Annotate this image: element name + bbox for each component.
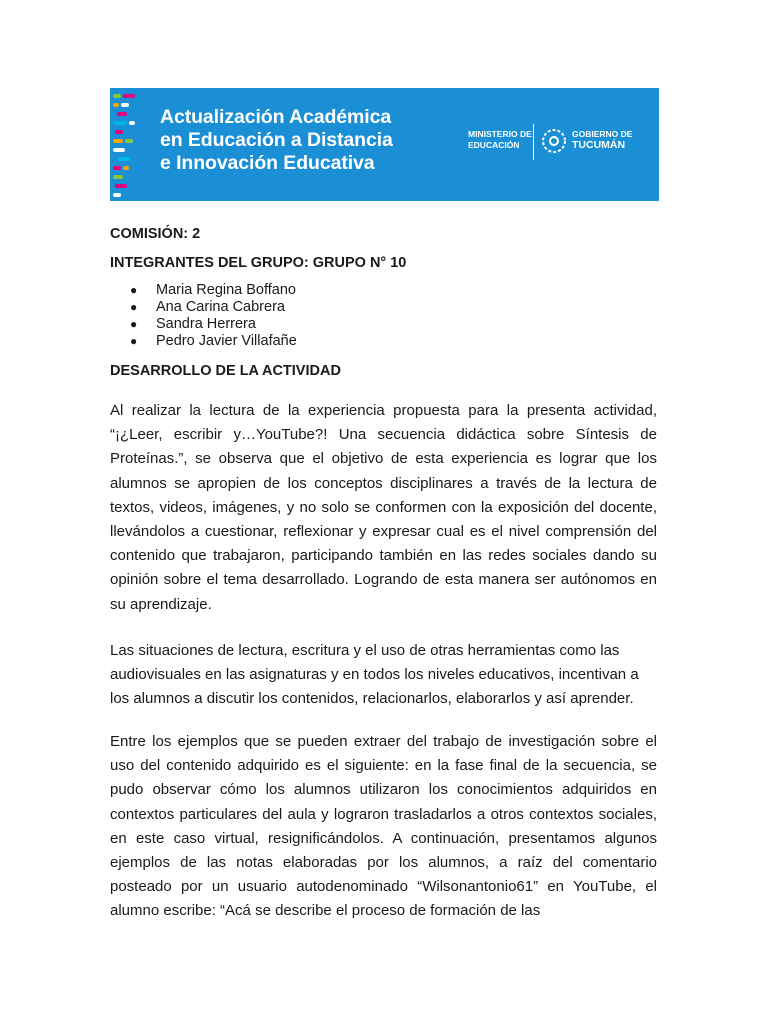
- group-heading: INTEGRANTES DEL GRUPO: GRUPO N° 10: [110, 255, 407, 271]
- bullet-icon: ●: [130, 317, 138, 331]
- banner-title-line: e Innovación Educativa: [160, 152, 375, 174]
- government-logo-text: [572, 129, 632, 150]
- member-name: Ana Carina Cabrera: [156, 299, 285, 315]
- bullet-icon: ●: [130, 283, 138, 297]
- gov-line: GOBIERNO DE: [572, 129, 633, 139]
- list-item: [110, 316, 297, 333]
- course-banner: [110, 88, 659, 201]
- list-item: [110, 282, 297, 299]
- paragraph: Las situaciones de lectura, escritura y el uso de otras herramientas como las audiovisuales en las asignaturas y en todos los niveles educativos, incentivan a los alumnos a discutir los contenidos, relacionarlos, elaborarlos y así aprender.: [110, 642, 639, 708]
- gov-line: TUCUMÁN: [572, 138, 626, 151]
- banner-title: [160, 106, 393, 175]
- member-name: Pedro Javier Villafañe: [156, 333, 297, 349]
- list-item: [110, 299, 297, 316]
- banner-title-line: Actualización Académica: [160, 106, 392, 128]
- activity-heading: DESARROLLO DE LA ACTIVIDAD: [110, 363, 341, 379]
- ministry-line: MINISTERIO DE: [468, 129, 532, 139]
- decorative-dashes: [110, 88, 150, 201]
- logo-divider: [533, 124, 534, 160]
- paragraph: Entre los ejemplos que se pueden extraer del trabajo de investigación sobre el uso del contenido adquirido es el siguiente: en la fase final de la secuencia, se pudo observar cómo los alumnos utilizaron los conocimientos adquiridos en contextos particulares del aula y lograron trasladarlos a otros contextos sociales, en este caso virtual, resignificándolos. A continuación, presentamos algunos ejemplos de las notas elaboradas por los alumnos, a raíz del comentario posteado por un usuario autodenominado “Wilsonantonio61” en YouTube, el alumno escribe: “Acá se describe el proceso de formación de las: [110, 733, 657, 920]
- ministry-logo-text: [468, 129, 532, 150]
- member-name: Sandra Herrera: [156, 316, 256, 332]
- member-name: Maria Regina Boffano: [156, 282, 296, 298]
- ministry-line: EDUCACIÓN: [468, 139, 520, 150]
- bullet-icon: ●: [130, 300, 138, 314]
- banner-title-line: en Educación a Distancia: [160, 129, 393, 151]
- paragraph: Al realizar la lectura de la experiencia propuesta para la presenta actividad, “¡¿Leer, escribir y…YouTube?! Una secuencia didáctica sobre Síntesis de Proteínas.”, se observa que el objetivo de esta experiencia es lograr que los alumnos se apropien de los conceptos disciplinares a través de la lectura de textos, videos, imágenes, y no solo se conformen con la exposición del docente, llevándolos a cuestionar, reflexionar y expresar cual es el nivel comprensión del contenido que trabajaron, participando también en las redes sociales dando su opinión sobre el tema desarrollado. Logrando de esta manera ser autónomos en su aprendizaje.: [110, 402, 657, 613]
- members-list: [110, 282, 297, 350]
- bullet-icon: ●: [130, 334, 138, 348]
- list-item: [110, 333, 297, 350]
- tucuman-seal-icon: [540, 127, 568, 155]
- commission-heading: COMISIÓN: 2: [110, 226, 201, 242]
